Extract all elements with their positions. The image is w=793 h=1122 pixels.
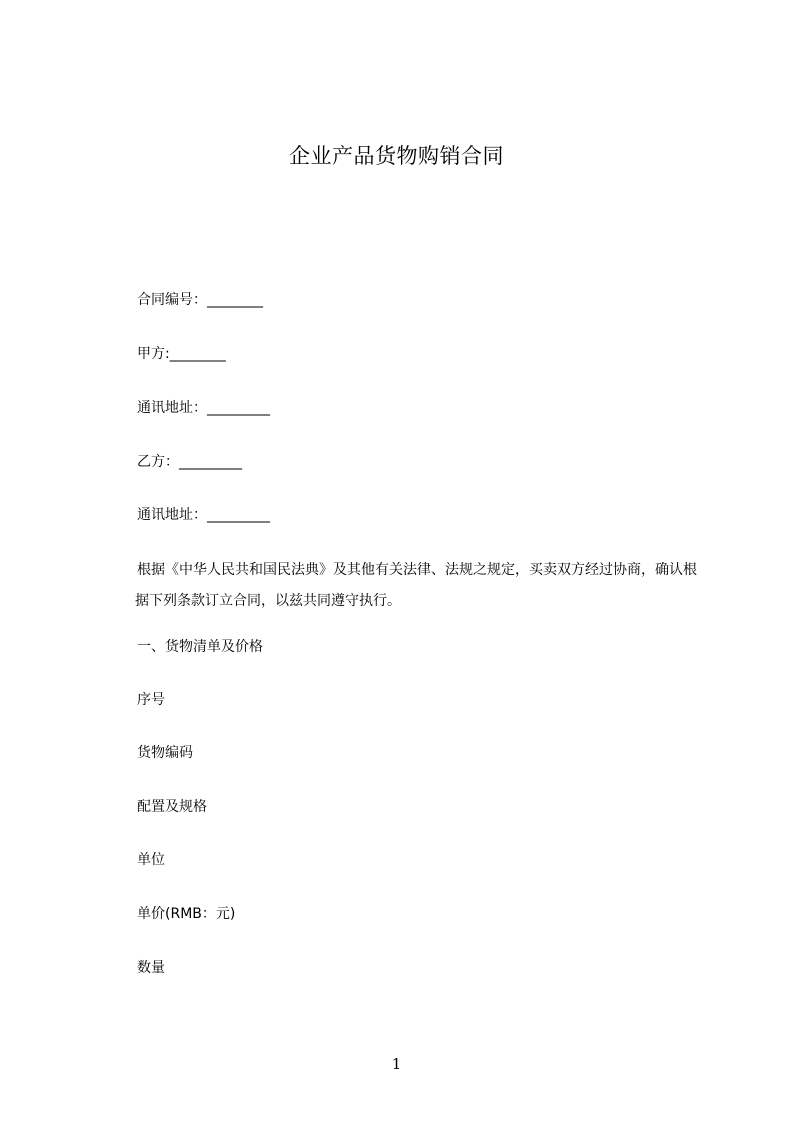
party-a-field: 甲方:________ bbox=[137, 346, 226, 362]
party-a-address-field: 通讯地址：_________ bbox=[137, 400, 270, 416]
intro-paragraph bbox=[135, 555, 710, 617]
list-item-configuration-specification: 配置及规格 bbox=[137, 799, 207, 815]
section-heading: 一、货物清单及价格 bbox=[137, 639, 263, 655]
contract-number-field: 合同编号：________ bbox=[137, 292, 263, 308]
document-title: 企业产品货物购销合同 bbox=[289, 144, 504, 168]
list-item-serial-number: 序号 bbox=[137, 692, 165, 708]
list-item-goods-code: 货物编码 bbox=[137, 745, 193, 761]
party-b-address-field: 通讯地址：_________ bbox=[137, 507, 270, 523]
list-item-unit: 单位 bbox=[137, 852, 165, 868]
list-item-unit-price: 单价(RMB：元) bbox=[137, 906, 236, 922]
intro-paragraph-text: 根据《中华人民共和国民法典》及其他有关法律、法规之规定，买卖双方经过协商，确认根据下列条款订立合同，以兹共同遵守执行。 bbox=[135, 562, 697, 609]
party-b-field: 乙方：_________ bbox=[137, 454, 242, 470]
page-number: 1 bbox=[391, 1055, 402, 1073]
list-item-quantity: 数量 bbox=[137, 960, 165, 976]
